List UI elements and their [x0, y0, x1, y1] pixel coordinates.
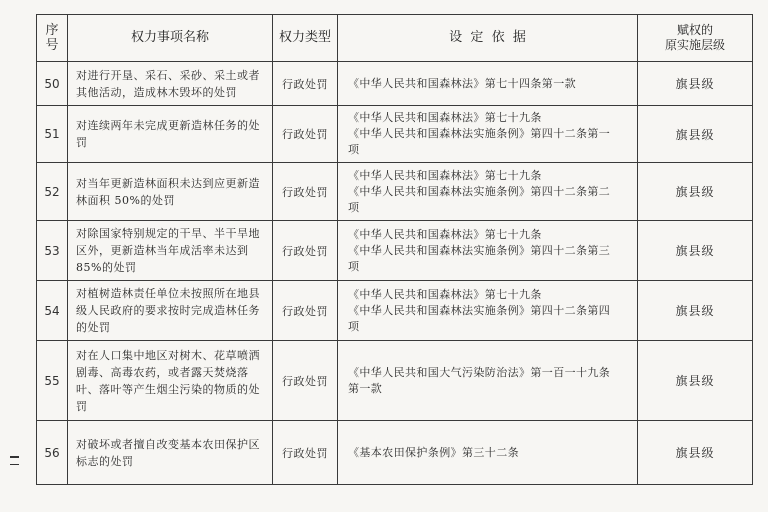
row-level: 旗县级 [638, 281, 753, 341]
row-basis: 《中华人民共和国森林法》第七十九条 《中华人民共和国森林法实施条例》第四十二条第一 项 [338, 106, 638, 163]
row-name: 对植树造林责任单位未按照所在地县级人民政府的要求按时完成造林任务的处罚 [68, 281, 273, 341]
header-basis: 设 定 依 据 [338, 15, 638, 62]
row-basis: 《中华人民共和国森林法》第七十四条第一款 [338, 62, 638, 106]
row-seq: 52 [37, 163, 68, 221]
header-type: 权力类型 [273, 15, 338, 62]
row-name: 对进行开垦、采石、采砂、采土或者其他活动，造成林木毁坏的处罚 [68, 62, 273, 106]
row-level: 旗县级 [638, 221, 753, 281]
row-name: 对在人口集中地区对树木、花草喷洒剧毒、高毒农药，或者露天焚烧落叶、落叶等产生烟尘污染的物质的处罚 [68, 341, 273, 421]
header-seq: 序 号 [37, 15, 68, 62]
row-level: 旗县级 [638, 163, 753, 221]
table-row [37, 62, 753, 106]
header-level: 赋权的 原实施层级 [638, 15, 753, 62]
table-row [37, 341, 753, 421]
row-name: 对除国家特别规定的干旱、半干旱地区外，更新造林当年成活率未达到 85%的处罚 [68, 221, 273, 281]
row-level: 旗县级 [638, 421, 753, 485]
row-name: 对连续两年未完成更新造林任务的处罚 [68, 106, 273, 163]
row-seq: 54 [37, 281, 68, 341]
table-row [37, 421, 753, 485]
power-items-table [36, 14, 753, 485]
row-type: 行政处罚 [273, 341, 338, 421]
row-type: 行政处罚 [273, 221, 338, 281]
table-row [37, 281, 753, 341]
row-basis: 《中华人民共和国森林法》第七十九条 《中华人民共和国森林法实施条例》第四十二条第二 项 [338, 163, 638, 221]
row-level: 旗县级 [638, 341, 753, 421]
page-margin-mark [10, 456, 19, 478]
row-seq: 55 [37, 341, 68, 421]
row-type: 行政处罚 [273, 106, 338, 163]
row-basis: 《中华人民共和国森林法》第七十九条 《中华人民共和国森林法实施条例》第四十二条第三 项 [338, 221, 638, 281]
row-seq: 50 [37, 62, 68, 106]
row-type: 行政处罚 [273, 421, 338, 485]
row-seq: 53 [37, 221, 68, 281]
row-level: 旗县级 [638, 62, 753, 106]
table-header-row [37, 15, 753, 62]
table-row [37, 106, 753, 163]
row-basis: 《中华人民共和国森林法》第七十九条 《中华人民共和国森林法实施条例》第四十二条第四 项 [338, 281, 638, 341]
row-basis: 《中华人民共和国大气污染防治法》第一百一十九条 第一款 [338, 341, 638, 421]
row-name: 对破坏或者擅自改变基本农田保护区标志的处罚 [68, 421, 273, 485]
row-seq: 56 [37, 421, 68, 485]
table-row [37, 221, 753, 281]
row-seq: 51 [37, 106, 68, 163]
row-name: 对当年更新造林面积未达到应更新造林面积 50%的处罚 [68, 163, 273, 221]
row-type: 行政处罚 [273, 163, 338, 221]
row-level: 旗县级 [638, 106, 753, 163]
row-type: 行政处罚 [273, 62, 338, 106]
row-basis: 《基本农田保护条例》第三十二条 [338, 421, 638, 485]
table-row [37, 163, 753, 221]
row-type: 行政处罚 [273, 281, 338, 341]
document-page [36, 14, 752, 485]
header-name: 权力事项名称 [68, 15, 273, 62]
